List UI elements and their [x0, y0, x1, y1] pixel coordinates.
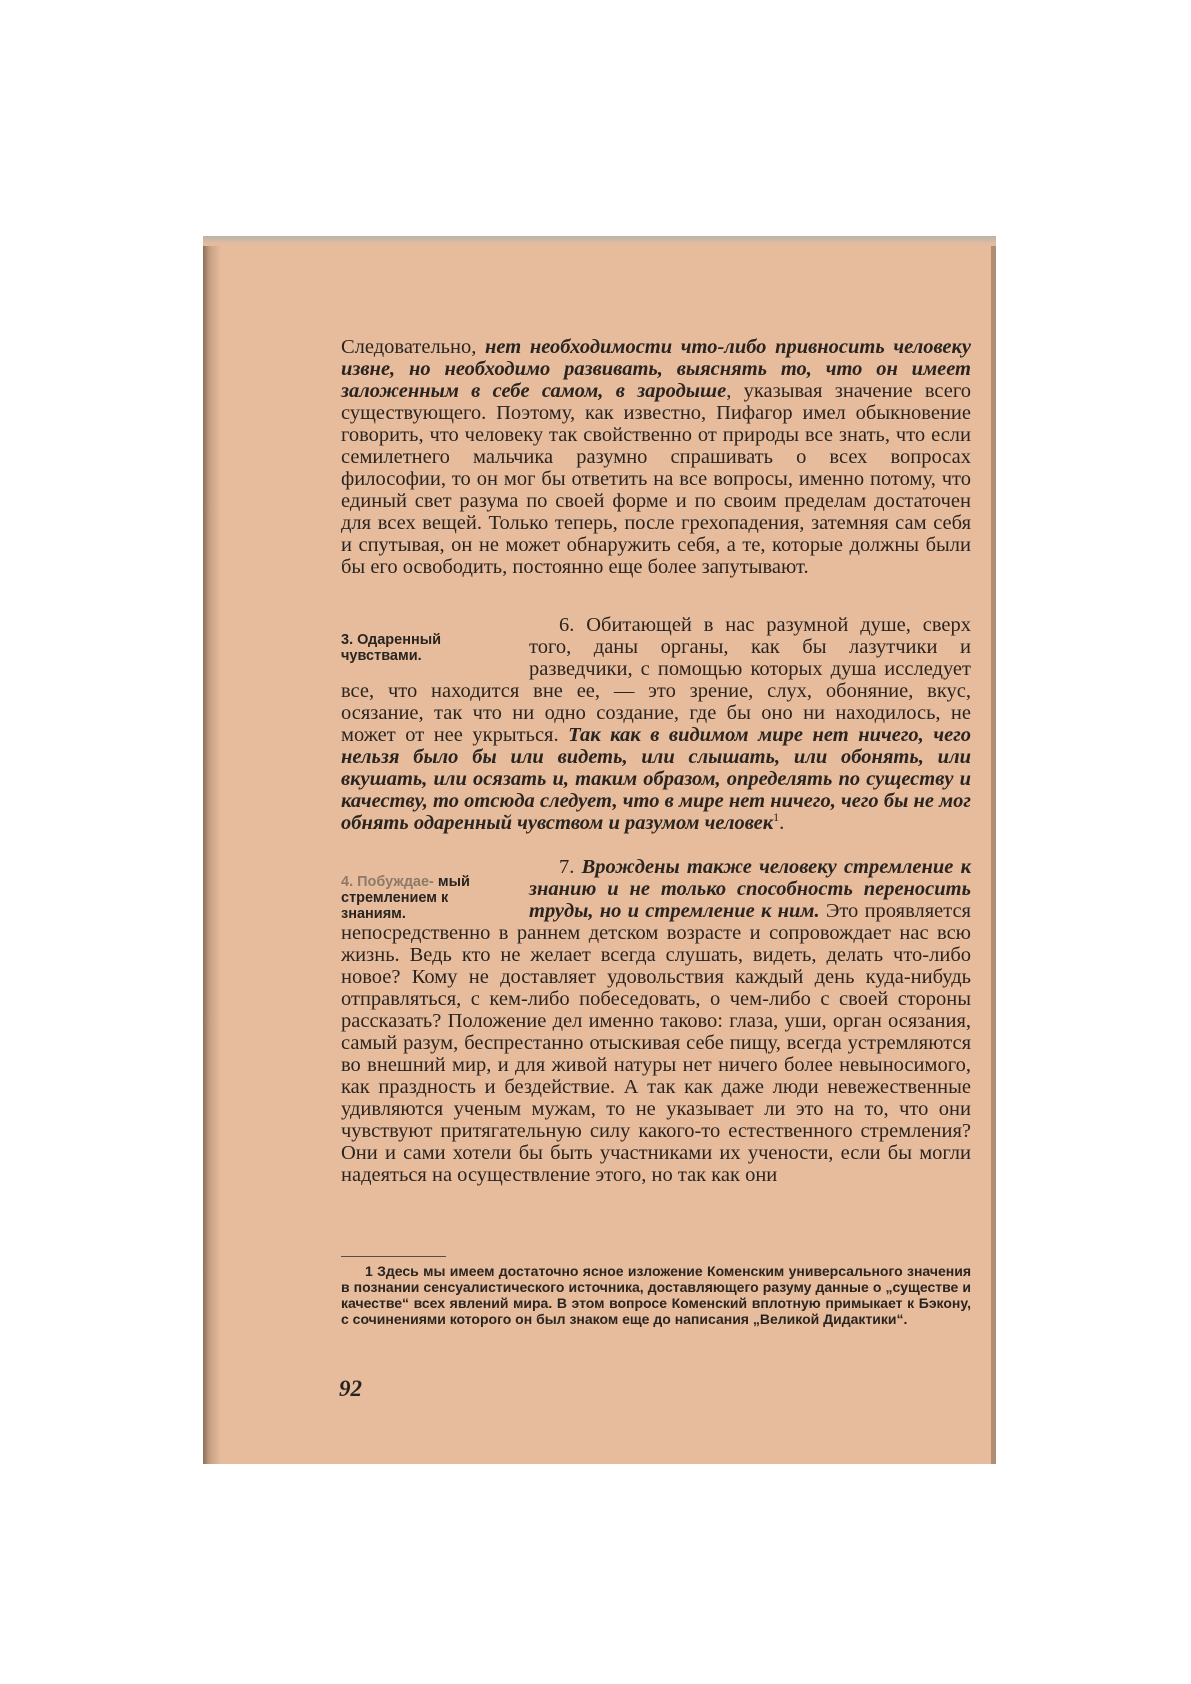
side-note-4 — [341, 874, 511, 922]
footnote-number: 1 — [365, 1263, 373, 1279]
emphasized-text: нет необходимости что-либо привносить человеку извне, но необходимо развивать, выяснять то, что он имеет заложенным в себе самом, в зародыше — [341, 336, 971, 402]
page-right-edge — [991, 246, 996, 1464]
side-note-3-number: 3. — [341, 632, 354, 648]
page-number: 92 — [339, 1376, 362, 1401]
side-note-4-text: мый стремлением к знаниям. — [341, 874, 470, 922]
paragraph-1 — [341, 336, 971, 578]
text-run: , указывая значение всего существующего. Поэтому, как известно, Пифагор имел обыкновение говорить, что человеку так свойственно от природы все знать, что если семилетнего мальчика разумно спрашивать о всех вопросах философии, то он мог бы ответить на все вопросы, именно потому, что единый свет разума по своей форме и по своим пределам достаточен для всех вещей. Только теперь, после грехопадения, затемняя сам себя и спутывая, он не может обнаружить себя, а те, которые должны были бы его освободить, постоянно еще более запутывают. — [341, 380, 971, 578]
text-run: 7. — [559, 856, 582, 878]
section-7 — [341, 856, 971, 1186]
side-note-3-text: Одаренный чувствами. — [341, 632, 442, 664]
text-run: . — [779, 812, 785, 834]
footnote-ref: 1 — [773, 810, 780, 825]
footnote-text: Здесь мы имеем достаточно ясное изложение Коменским универсального значения в познании сенсуалистического источника, доставляющего разуму данные о „существе и качестве“ всех явлений мира. В этом вопросе Коменский вплотную примыкает к Бэкону, с сочинениями которого он был знаком еще до написания „Великой Дидактики“. — [341, 1263, 971, 1327]
footnote — [341, 1263, 971, 1327]
emphasized-text: Врождены также человеку стремление к знанию и не только способность переносить труды, но и стремление к ним. — [529, 856, 972, 922]
paragraph-1-body — [341, 336, 971, 578]
side-note-3 — [341, 632, 511, 664]
section-6 — [341, 614, 971, 834]
side-note-4-number: 4. — [341, 874, 354, 890]
page-binding-edge — [203, 246, 221, 1464]
footnote-divider — [341, 1256, 446, 1257]
side-note-4-first-line: Побуждае- — [357, 874, 434, 890]
emphasized-text: Так как в видимом мире нет ничего, чего нельзя было бы или видеть, или слышать, или обонять, или вкушать, или осязать и, таким образом, определять по существу и качеству, то отсюда следует, что в мире нет ничего, чего бы не мог обнять одаренный чувством и разумом человек — [341, 724, 972, 834]
text-run: 6. Обитающей в нас разумной душе, сверх того, даны органы, как бы лазутчики и разведчики, с помощью которых душа исследует все, что находится вне ее, — это зрение, слух, обоняние, вкус, осязание, так что ни одно создание, где бы оно ни находилось, не может от нее укрыться. — [341, 614, 971, 746]
text-run: Следовательно, — [341, 336, 486, 358]
text-run: Это проявляется непосредственно в раннем детском возрасте и сопровождает нас всю жизнь. Ведь кто не желает всегда слушать, видеть, делать что-либо новое? Кому не доставляет удовольствия каждый день куда-нибудь отправляться, с кем-либо побеседовать, о чем-либо с своей стороны рассказать? Положение дел именно таково: глаза, уши, орган осязания, самый разум, беспрестанно отыскивая себе пищу, всегда устремляются во внешний мир, и для живой натуры нет ничего более невыносимого, как праздность и бездействие. А так как даже люди невежественные удивляются ученым мужам, то не указывает ли это на то, что они чувствуют притягательную силу какого-то естественного стремления? Они и сами хотели бы быть участниками их учености, если бы могли надеяться на осуществление этого, но так как они — [341, 900, 971, 1186]
